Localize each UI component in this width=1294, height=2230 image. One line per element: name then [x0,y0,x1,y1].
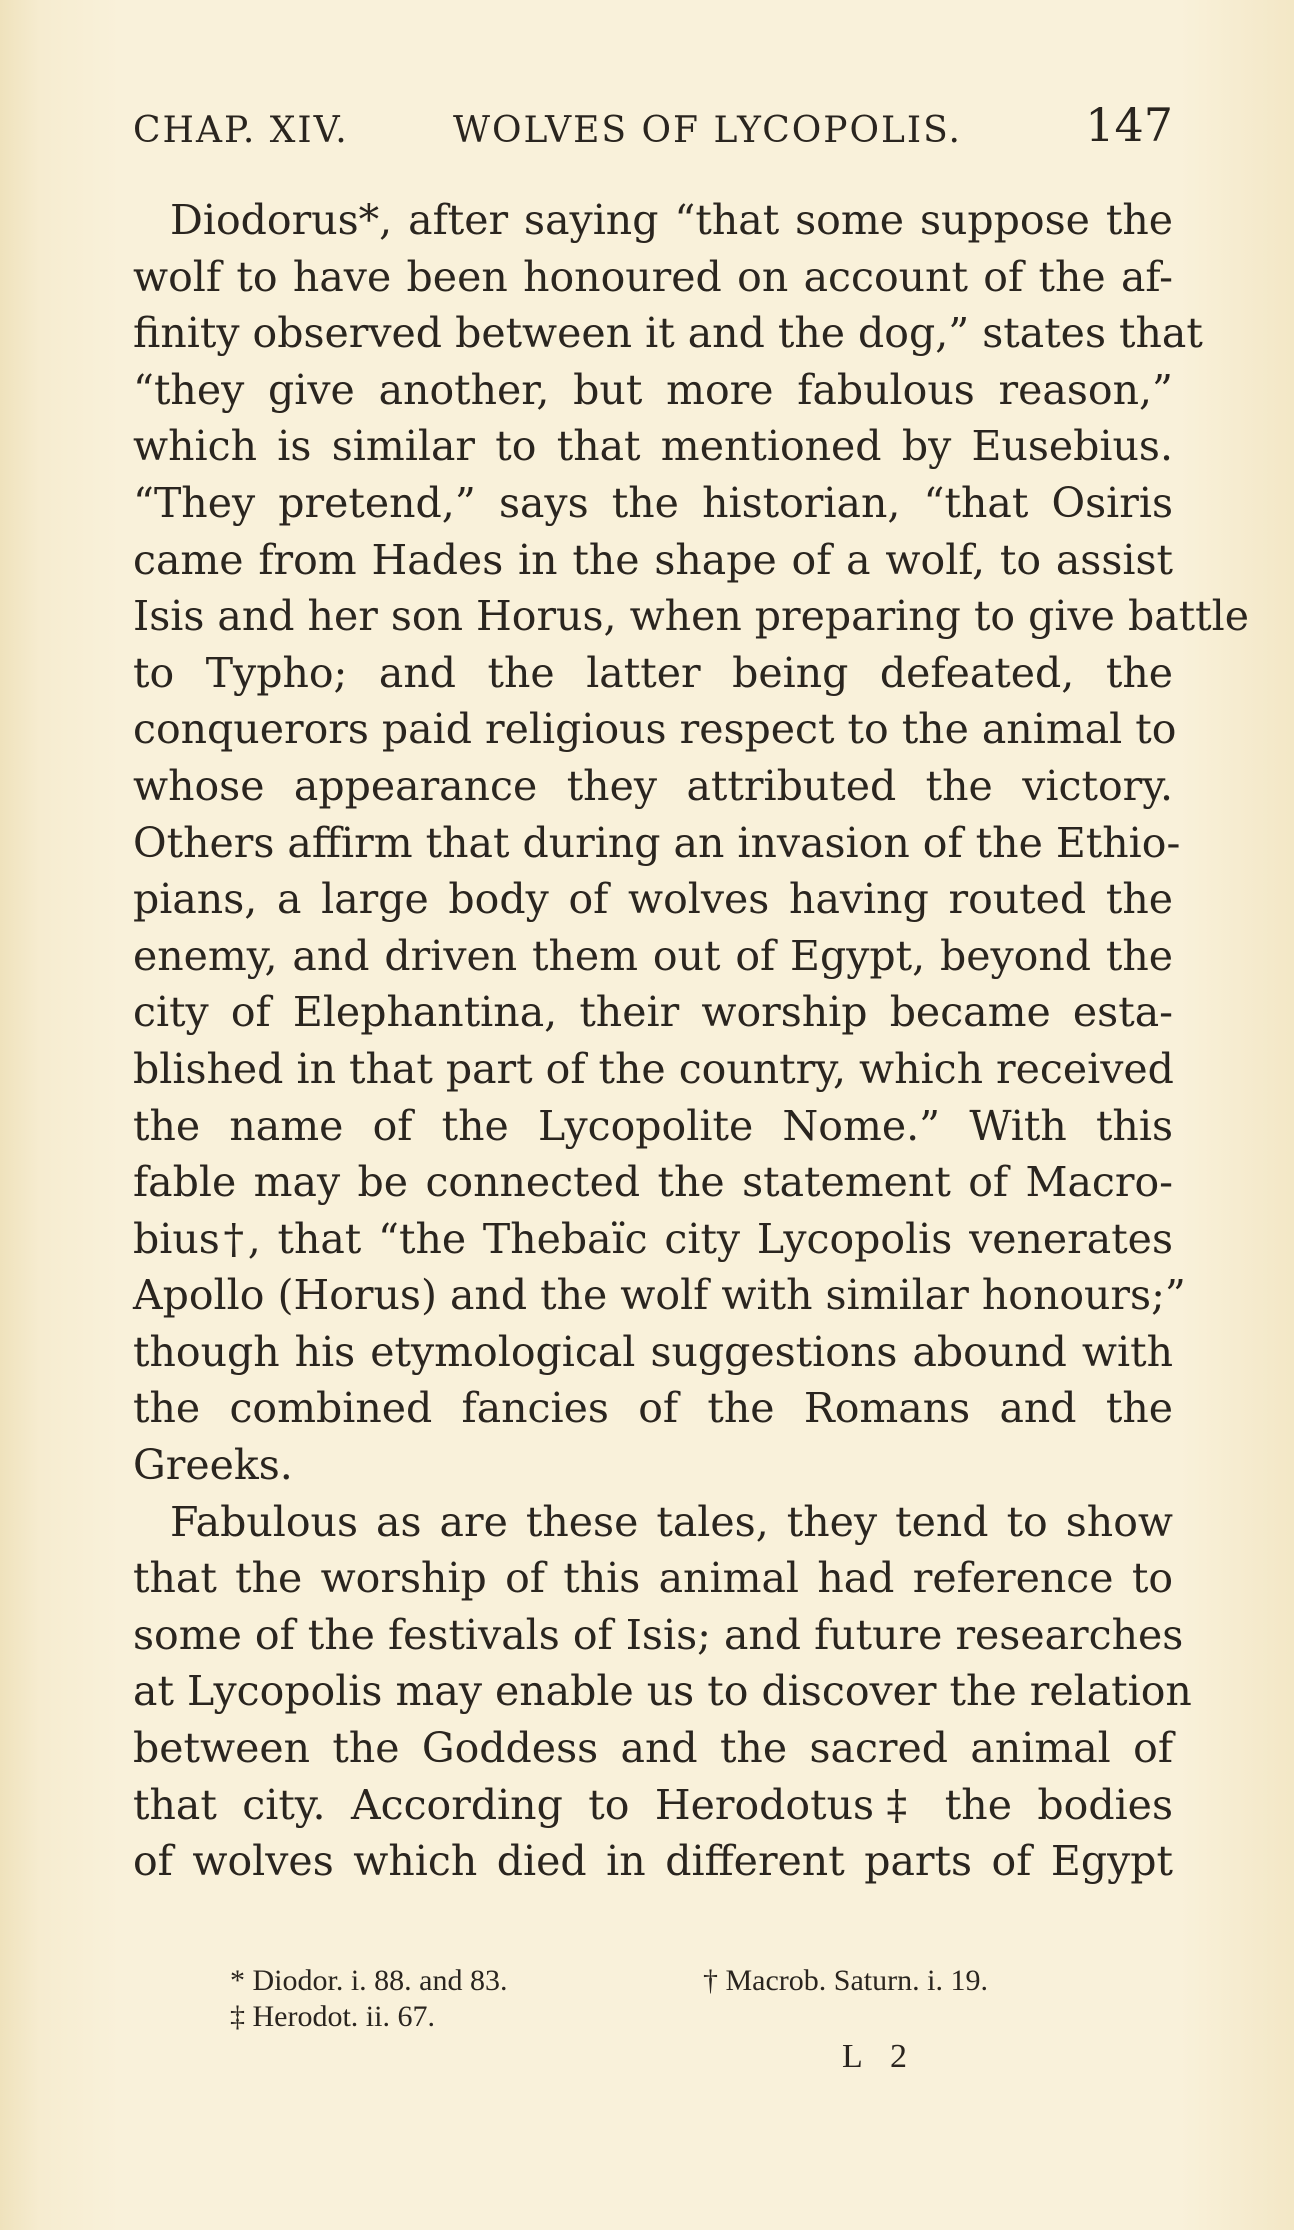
text-line: to Typho; and the latter being defeated, the [133,648,1173,697]
text-line: which is similar to that mentioned by Eusebius. [133,422,1173,471]
text-line: enemy, and driven them out of Egypt, beyond the [133,931,1173,980]
text-line: the combined fancies of the Romans and the [133,1384,1173,1433]
text-line: Fabulous as are these tales, they tend to show [170,1497,1173,1546]
footnote-diodorus: * Diodor. i. 88. and 83. [230,1964,508,1997]
text-line: Isis and her son Horus, when preparing to give battle [133,592,1249,641]
text-line: finity observed between it and the dog,” states that [133,309,1203,358]
text-line: Apollo (Horus) and the wolf with similar honours;” [133,1271,1186,1320]
signature-mark: L 2 [842,2038,918,2075]
text-line: that the worship of this animal had reference to [133,1554,1173,1603]
text-line: “they give another, but more fabulous reason,” [133,365,1173,414]
text-line: “They pretend,” says the historian, “that Osiris [133,478,1173,527]
text-line: city of Elephantina, their worship became esta- [133,988,1173,1037]
page-number: 147 [1085,98,1173,152]
footnotes [133,1963,1173,2035]
text-line: Greeks. [133,1441,293,1490]
text-line: whose appearance they attributed the victory. [133,761,1173,810]
text-line: some of the festivals of Isis; and future researches [133,1610,1184,1659]
text-line: between the Goddess and the sacred animal of [133,1724,1173,1773]
text-line: wolf to have been honoured on account of the af- [133,252,1173,301]
text-line: pians, a large body of wolves having routed the [133,875,1173,924]
running-head [133,98,1173,158]
footnote-herodotus: ‡ Herodot. ii. 67. [230,2000,435,2033]
text-line: that city. According to Herodotus‡ the bodies [133,1780,1173,1829]
text-line: of wolves which died in different parts of Egypt [133,1837,1173,1886]
text-line: though his etymological suggestions abound with [133,1327,1173,1376]
text-line: bius†, that “the Thebaïc city Lycopolis venerates [133,1214,1173,1263]
text-line: the name of the Lycopolite Nome.” With this [133,1101,1173,1150]
footnote-macrobius: † Macrob. Saturn. i. 19. [703,1964,988,1997]
text-line: blished in that part of the country, which received [133,1044,1174,1093]
chapter-label: CHAP. XIV. [133,110,349,151]
body-text [133,192,1249,1890]
text-line: Others affirm that during an invasion of the Ethio- [133,818,1181,867]
text-line: conquerors paid religious respect to the animal to [133,705,1177,754]
text-line: at Lycopolis may enable us to discover the relation [133,1667,1192,1716]
text-line: fable may be connected the statement of Macro- [133,1158,1173,1207]
text-line: came from Hades in the shape of a wolf, to assist [133,535,1173,584]
text-line: Diodorus*, after saying “that some suppose the [170,196,1173,244]
running-title: WOLVES OF LYCOPOLIS. [453,110,962,151]
